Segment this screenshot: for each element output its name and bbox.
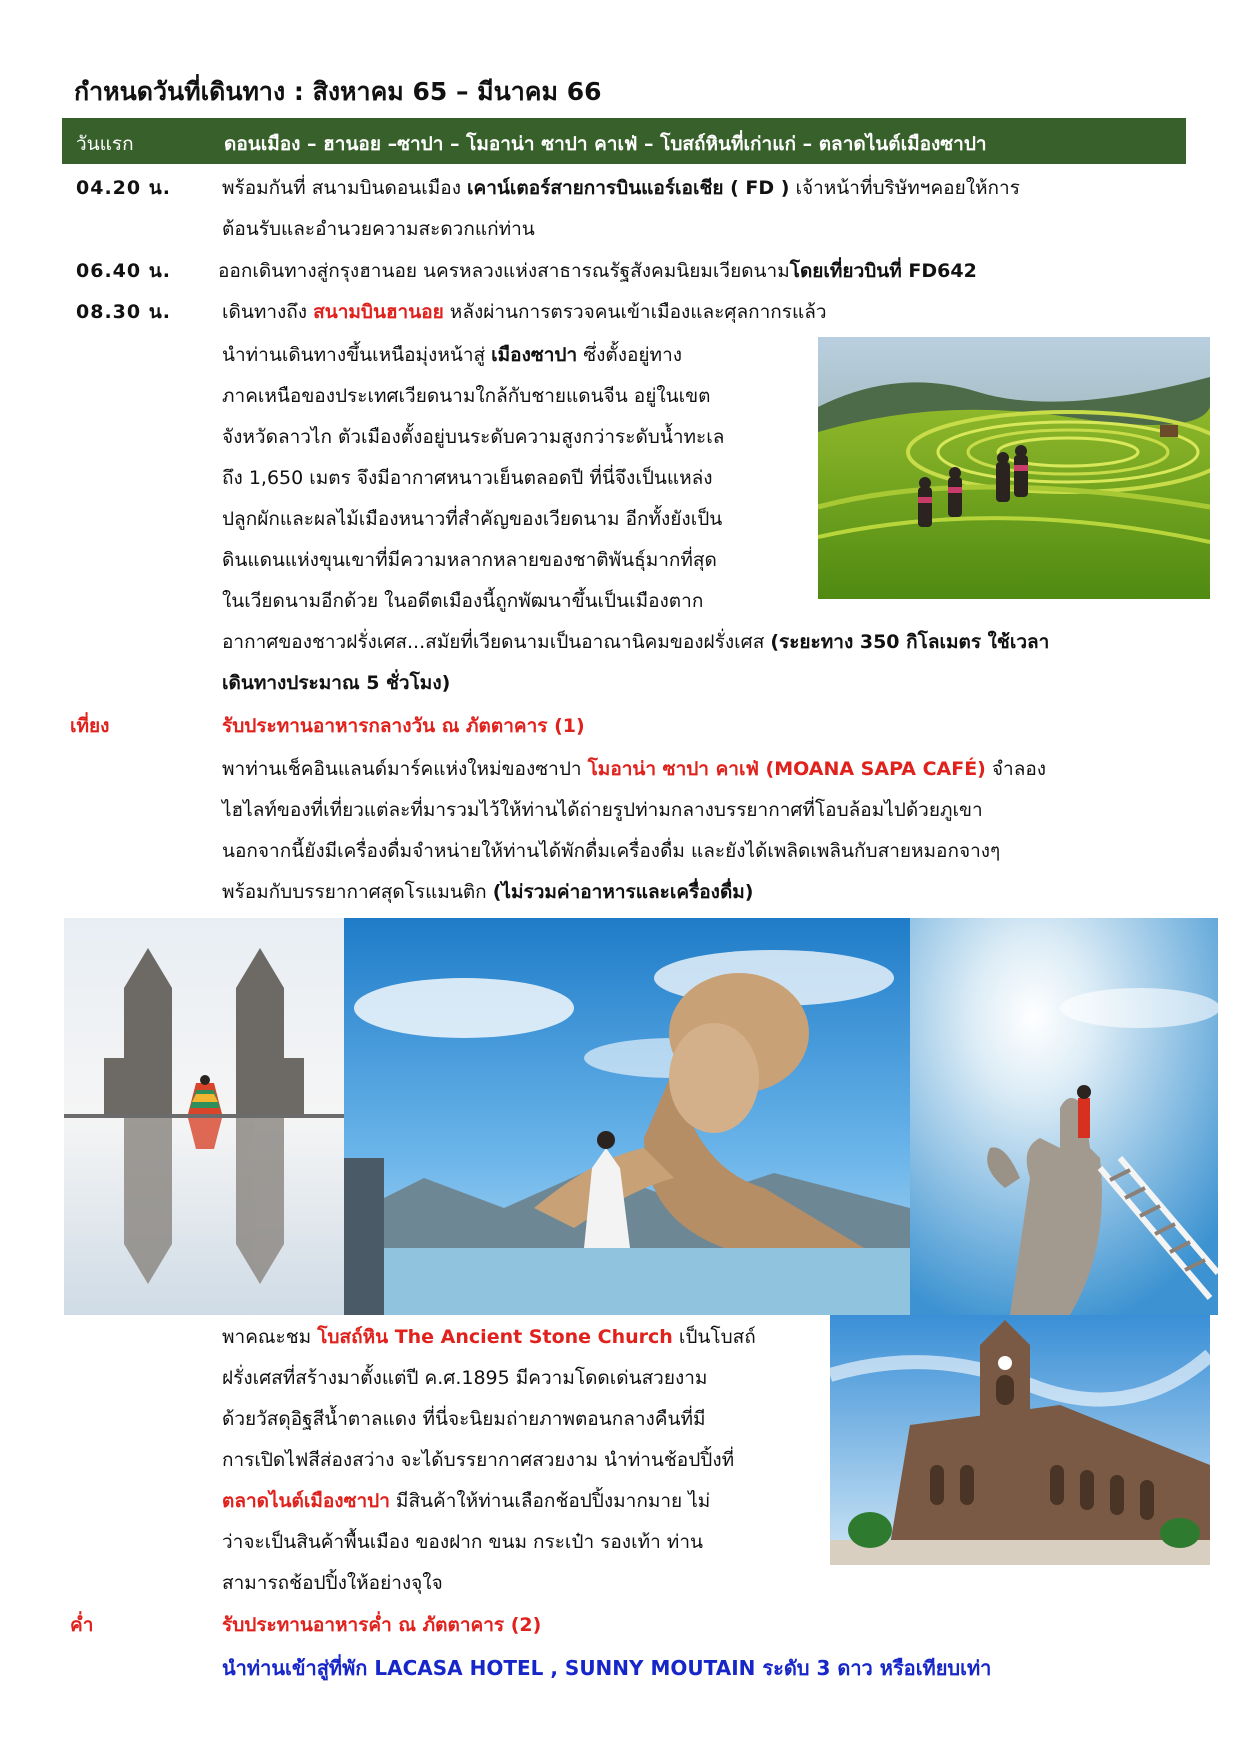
distance-note: (ระยะทาง 350 กิโลเมตร ใช้เวลา [770, 631, 1050, 653]
airline-counter: เคาน์เตอร์สายการบินแอร์เอเชีย ( FD ) [467, 177, 790, 199]
church-text-line4: การเปิดไฟสีส่องสว่าง จะได้บรรยากาศสวยงาม นำท่านช้อปปิ้งที่ [222, 1449, 735, 1471]
sapa-text-line5: ปลูกผักและผลไม้เมืองหนาวที่สำคัญของเวียดนาม อีกทั้งยังเป็น [222, 508, 723, 530]
day-label: วันแรก [76, 133, 134, 155]
sapa-text-line4: ถึง 1,650 เมตร จึงมีอากาศหนาวเย็นตลอดปี ที่นี่จึงเป็นแหล่ง [222, 467, 713, 489]
lunch-text: รับประทานอาหารกลางวัน ณ ภัตตาคาร (1) [222, 715, 585, 737]
text-segment: หลังผ่านการตรวจคนเข้าเมืองและศุลกากรแล้ว [443, 301, 827, 323]
moana-statue-photo [344, 918, 910, 1315]
day-route: ดอนเมือง – ฮานอย –ซาปา – โมอาน่า ซาปา คาเฟ่ – โบสถ์หินที่เก่าแก่ – ตลาดไนต์เมืองซาปา [224, 133, 987, 155]
itinerary-text-0420-line2: ต้อนรับและอำนวยความสะดวกแก่ท่าน [222, 218, 535, 240]
sapa-text-line1 [222, 340, 682, 370]
day-header-bar [62, 118, 1186, 164]
meal-label-lunch: เที่ยง [70, 715, 110, 737]
time-0830: 08.30 น. [76, 301, 171, 323]
text-segment: พาคณะชม [222, 1326, 318, 1348]
sapa-city: เมืองซาปา [491, 344, 578, 366]
giant-hand-photo [910, 918, 1218, 1315]
time-0420: 04.20 น. [76, 177, 171, 199]
sapa-text-line6: ดินแดนแห่งขุนเขาที่มีความหลากหลายของชาติพันธุ์มากที่สุด [222, 549, 717, 571]
church-text-line6: ว่าจะเป็นสินค้าพื้นเมือง ของฝาก ขนม กระเป๋า รองเท้า ท่าน [222, 1531, 703, 1553]
stone-church: โบสถ์หิน The Ancient Stone Church [317, 1326, 673, 1348]
text-segment: เจ้าหน้าที่บริษัทฯคอยให้การ [789, 177, 1020, 199]
moana-text-line3: นอกจากนี้ยังมีเครื่องดื่มจำหน่ายให้ท่านได้พักดื่มเครื่องดื่ม และยังได้เพลิดเพลินกับสายหมอกจางๆ [222, 840, 1001, 862]
sapa-text-line3: จังหวัดลาวไก ตัวเมืองตั้งอยู่บนระดับความสูงกว่าระดับน้ำทะเล [222, 426, 725, 448]
itinerary-text-0420-line1 [222, 173, 1020, 203]
moana-text-line4 [222, 877, 754, 907]
text-segment: พร้อมกับบรรยากาศสุดโรแมนติก [222, 881, 493, 903]
hotel-text: นำท่านเข้าสู่ที่พัก LACASA HOTEL , SUNNY MOUTAIN ระดับ 3 ดาว หรือเทียบเท่า [222, 1656, 992, 1680]
church-text-line5 [222, 1486, 710, 1516]
moana-text-line1 [222, 754, 1046, 784]
dinner-text: รับประทานอาหารค่ำ ณ ภัตตาคาร (2) [222, 1614, 542, 1636]
heaven-gate-photo [64, 918, 344, 1315]
church-text-line2: ฝรั่งเศสที่สร้างมาตั้งแต่ปี ค.ศ.1895 มีความโดดเด่นสวยงาม [222, 1367, 708, 1389]
time-0640: 06.40 น. [76, 260, 171, 282]
text-segment: พร้อมกันที่ สนามบินดอนเมือง [222, 177, 468, 199]
itinerary-text-0830 [222, 297, 827, 327]
text-segment: มีสินค้าให้ท่านเลือกช้อปปิ้งมากมาย ไม่ [389, 1490, 711, 1512]
church-text-line7: สามารถช้อปปิ้งให้อย่างจุใจ [222, 1572, 443, 1594]
sapa-text-line8 [222, 627, 1049, 657]
flight-number: โดยเที่ยวบินที่ FD642 [789, 260, 977, 282]
page-title: กำหนดวันที่เดินทาง : สิงหาคม 65 – มีนาคม 66 [74, 77, 602, 106]
moana-cafe: โมอาน่า ซาปา คาเฟ่ (MOANA SAPA CAFÉ) [587, 758, 986, 780]
text-segment: นำท่านเดินทางขึ้นเหนือมุ่งหน้าสู่ [222, 344, 492, 366]
church-text-line1 [222, 1322, 756, 1352]
text-segment: เดินทางถึง [222, 301, 314, 323]
text-segment: จำลอง [985, 758, 1047, 780]
stone-church-photo [830, 1315, 1210, 1565]
price-exclusion-note: (ไม่รวมค่าอาหารและเครื่องดื่ม) [492, 881, 754, 903]
meal-label-dinner: ค่ำ [70, 1614, 94, 1636]
rice-terrace-photo [818, 337, 1210, 599]
hanoi-airport: สนามบินฮานอย [313, 301, 444, 323]
text-segment: ซึ่งตั้งอยู่ทาง [577, 344, 683, 366]
text-segment: ออกเดินทางสู่กรุงฮานอย นครหลวงแห่งสาธารณรัฐสังคมนิยมเวียดนาม [218, 260, 790, 282]
text-segment: เป็นโบสถ์ [672, 1326, 756, 1348]
text-segment: อากาศของชาวฝรั่งเศส...สมัยที่เวียดนามเป็นอาณานิคมของฝรั่งเศส [222, 631, 771, 653]
church-text-line3: ด้วยวัสดุอิฐสีน้ำตาลแดง ที่นี่จะนิยมถ่ายภาพตอนกลางคืนที่มี [222, 1408, 706, 1430]
sapa-text-line2: ภาคเหนือของประเทศเวียดนามใกล้กับชายแดนจีน อยู่ในเขต [222, 385, 711, 407]
sapa-text-line7: ในเวียดนามอีกด้วย ในอดีตเมืองนี้ถูกพัฒนาขึ้นเป็นเมืองตาก [222, 590, 704, 612]
moana-text-line2: ไฮไลท์ของที่เที่ยวแต่ละที่มารวมไว้ให้ท่านได้ถ่ายรูปท่ามกลางบรรยากาศที่โอบล้อมไปด้วยภูเขา [222, 799, 983, 821]
text-segment: พาท่านเช็คอินแลนด์มาร์คแห่งใหม่ของซาปา [222, 758, 588, 780]
sapa-text-line9: เดินทางประมาณ 5 ชั่วโมง) [222, 672, 451, 694]
night-market: ตลาดไนต์เมืองซาปา [222, 1490, 390, 1512]
itinerary-text-0640 [218, 256, 977, 286]
